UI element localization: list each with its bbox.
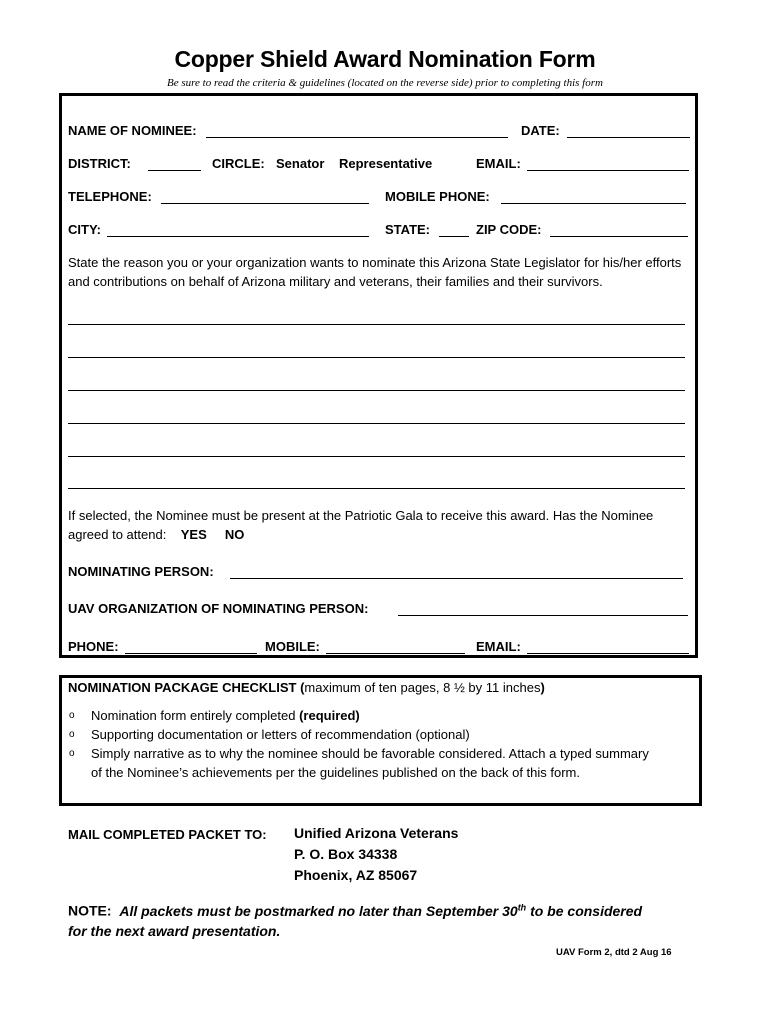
district-label: DISTRICT: [68,156,131,171]
uav-organization-label: UAV ORGANIZATION OF NOMINATING PERSON: [68,601,369,616]
note-superscript: th [517,902,527,912]
nominator-email-label: EMAIL: [476,639,521,654]
mobile-phone-label: MOBILE PHONE: [385,189,490,204]
checklist-item-1-text: Nomination form entirely completed [91,708,300,723]
checklist-heading-close: ) [540,680,545,695]
nominating-person-field[interactable] [230,578,683,579]
city-label: CITY: [68,222,101,237]
name-of-nominee-field[interactable] [206,137,508,138]
reason-line-6[interactable] [68,488,685,489]
note-text-b: to be considered [526,902,643,919]
nominator-phone-label: PHONE: [68,639,119,654]
deadline-note-line-2 [68,923,280,939]
mail-address-line-2: P. O. Box 34338 [294,846,398,862]
state-label: STATE: [385,222,431,237]
reason-line-1[interactable] [68,324,685,325]
checklist-item-3-line-2: of the Nominee’s achievements per the guidelines published on the back of this form. [91,765,580,780]
telephone-field[interactable] [161,203,369,204]
circle-label: CIRCLE: [212,156,265,171]
note-text-c: for the next award presentation. [68,923,281,939]
bullet-3: o [69,748,75,759]
nominator-email-field[interactable] [527,653,689,654]
state-field[interactable] [439,236,469,237]
reason-line-5[interactable] [68,456,685,457]
reason-line-3[interactable] [68,390,685,391]
district-field[interactable] [148,170,201,171]
email-label: EMAIL: [476,156,521,171]
mail-label: MAIL COMPLETED PACKET TO: [68,827,267,842]
bullet-1: o [69,710,75,721]
gala-attendance-text [68,506,668,544]
checklist-item-2: Supporting documentation or letters of recommendation (optional) [91,727,470,742]
mobile-phone-field[interactable] [501,203,686,204]
zip-code-label: ZIP CODE: [476,222,542,237]
telephone-label: TELEPHONE: [68,189,152,204]
nominating-person-label: NOMINATING PERSON: [68,564,214,579]
bullet-2: o [69,729,75,740]
gala-text: If selected, the Nominee must be present at the Patriotic Gala to receive this award. Has the Nominee agreed to attend: [68,508,654,542]
note-label: NOTE: [68,902,112,919]
checklist-item-1-required: (required) [299,708,360,723]
checklist-heading [68,680,545,695]
name-of-nominee-label: NAME OF NOMINEE: [68,123,197,138]
checklist-heading-note: maximum of ten pages, 8 ½ by 11 inches [304,680,541,695]
gala-yes-option[interactable]: YES [180,527,207,542]
date-label: DATE: [521,123,560,138]
uav-organization-field[interactable] [398,615,688,616]
reason-line-4[interactable] [68,423,685,424]
email-field[interactable] [527,170,689,171]
page-subtitle: Be sure to read the criteria & guidelines (located on the reverse side) prior to completing this form [167,77,603,89]
checklist-heading-label: NOMINATION PACKAGE CHECKLIST ( [68,680,305,695]
city-field[interactable] [107,236,369,237]
date-field[interactable] [567,137,690,138]
deadline-note [68,902,708,919]
zip-code-field[interactable] [550,236,688,237]
page-title: Copper Shield Award Nomination Form [174,46,596,72]
mail-address-line-3: Phoenix, AZ 85067 [294,867,418,883]
checklist-item-3-line-1: Simply narrative as to why the nominee should be favorable considered. Attach a typed summary [91,746,649,761]
nominator-mobile-field[interactable] [326,653,465,654]
form-identifier: UAV Form 2, dtd 2 Aug 16 [556,947,672,958]
gala-no-option[interactable]: NO [224,527,245,542]
nominator-mobile-label: MOBILE: [265,639,320,654]
reason-prompt: State the reason you or your organization wants to nominate this Arizona State Legislator for his/her efforts and contributions on behalf of Arizona military and veterans, their families and their survivors. [68,255,682,289]
mail-address-line-1: Unified Arizona Veterans [294,825,459,841]
circle-representative-option[interactable]: Representative [339,156,433,171]
circle-senator-option[interactable]: Senator [276,156,325,171]
checklist-item-1 [91,706,360,725]
reason-line-2[interactable] [68,357,685,358]
nominator-phone-field[interactable] [125,653,257,654]
note-text-a: All packets must be postmarked no later than September 30 [119,902,518,919]
